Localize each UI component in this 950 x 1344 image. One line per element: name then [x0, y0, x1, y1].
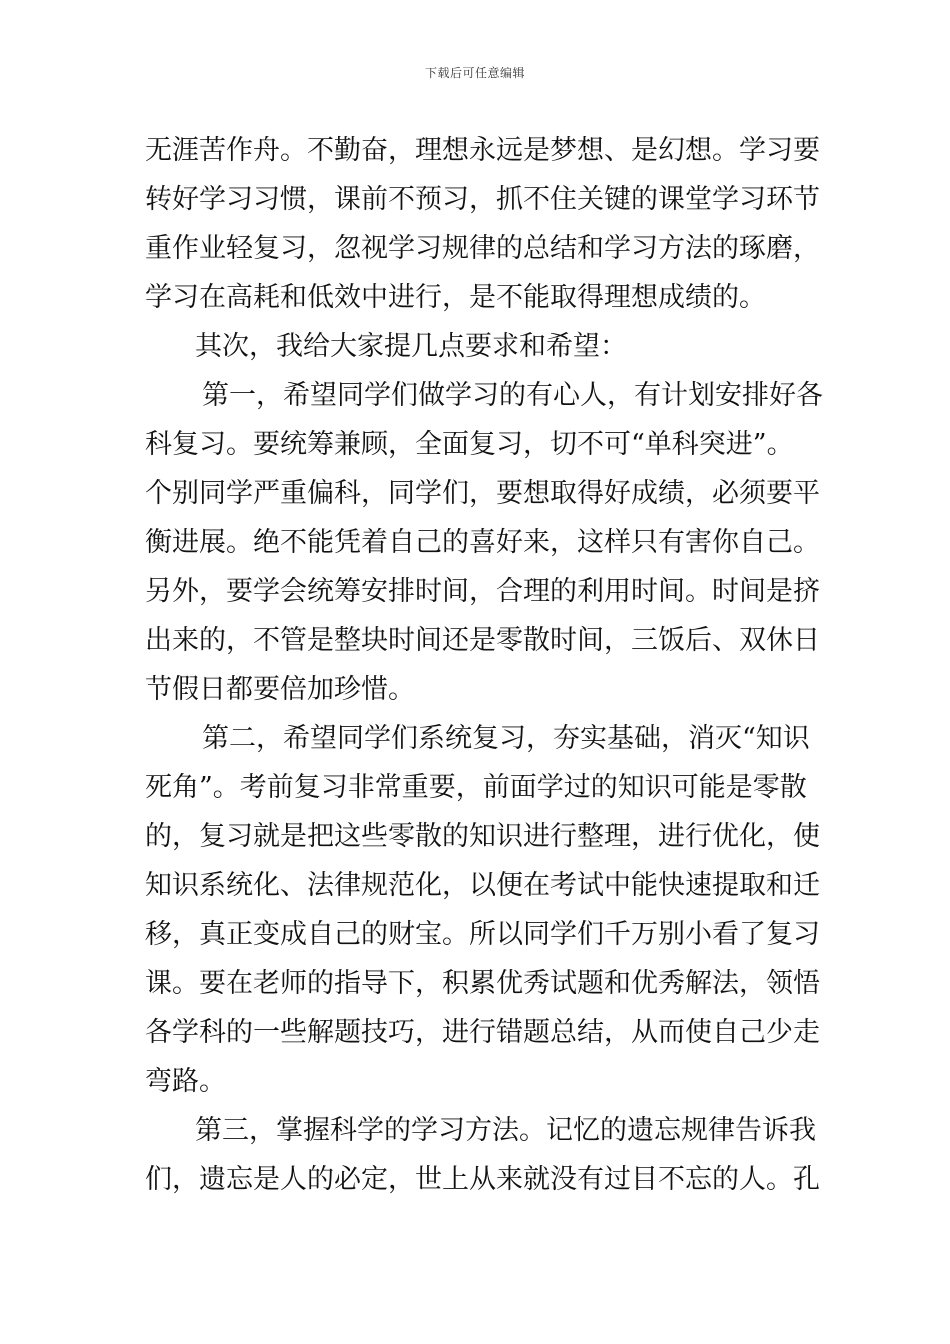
text-line: 第一，希望同学们做学习的有心人，有计划安排好各: [202, 380, 823, 411]
text-line: 学习在高耗和低效中进行，是不能取得理想成绩的。: [145, 282, 766, 313]
text-line: 各学科的一些解题技巧，进行错题总结，从而使自己少走: [145, 1017, 820, 1048]
text-line: 其次，我给大家提几点要求和希望：: [195, 331, 627, 362]
page-header: 下载后可任意编辑: [424, 66, 525, 80]
text-line: 弯路。: [145, 1066, 226, 1097]
text-line: 移，真正变成自己的财宝。所以同学们千万别小看了复习: [145, 919, 820, 950]
text-line: 第二，希望同学们系统复习，夯实基础，消灭“知识: [202, 723, 810, 754]
text-line: 节假日都要倍加珍惜。: [145, 674, 415, 705]
text-line: 重作业轻复习，忽视学习规律的总结和学习方法的琢磨，: [145, 233, 820, 264]
text-line: 出来的，不管是整块时间还是零散时间，三饭后、双休日: [145, 625, 820, 656]
text-line: 知识系统化、法律规范化，以便在考试中能快速提取和迁: [145, 870, 820, 901]
text-line: 的，复习就是把这些零散的知识进行整理，进行优化，使: [145, 821, 820, 852]
text-line: 科复习。要统筹兼顾，全面复习，切不可“单科突进”。: [145, 429, 794, 460]
text-line: 们，遗忘是人的必定，世上从来就没有过目不忘的人。孔: [145, 1164, 820, 1195]
text-line: 死角”。考前复习非常重要，前面学过的知识可能是零散: [145, 772, 807, 803]
text-line: 无涯苦作舟。不勤奋，理想永远是梦想、是幻想。学习要: [145, 135, 820, 166]
document-body: [145, 126, 823, 1204]
text-line: 课。要在老师的指导下，积累优秀试题和优秀解法，领悟: [145, 968, 820, 999]
text-line: 另外，要学会统筹安排时间，合理的利用时间。时间是挤: [145, 576, 820, 607]
text-line: 第三，掌握科学的学习方法。记忆的遗忘规律告诉我: [195, 1115, 816, 1146]
text-line: 转好学习习惯，课前不预习，抓不住关键的课堂学习环节: [145, 184, 820, 215]
text-line: 个别同学严重偏科，同学们，要想取得好成绩，必须要平: [145, 478, 820, 509]
text-line: 衡进展。绝不能凭着自己的喜好来，这样只有害你自己。: [145, 527, 820, 558]
